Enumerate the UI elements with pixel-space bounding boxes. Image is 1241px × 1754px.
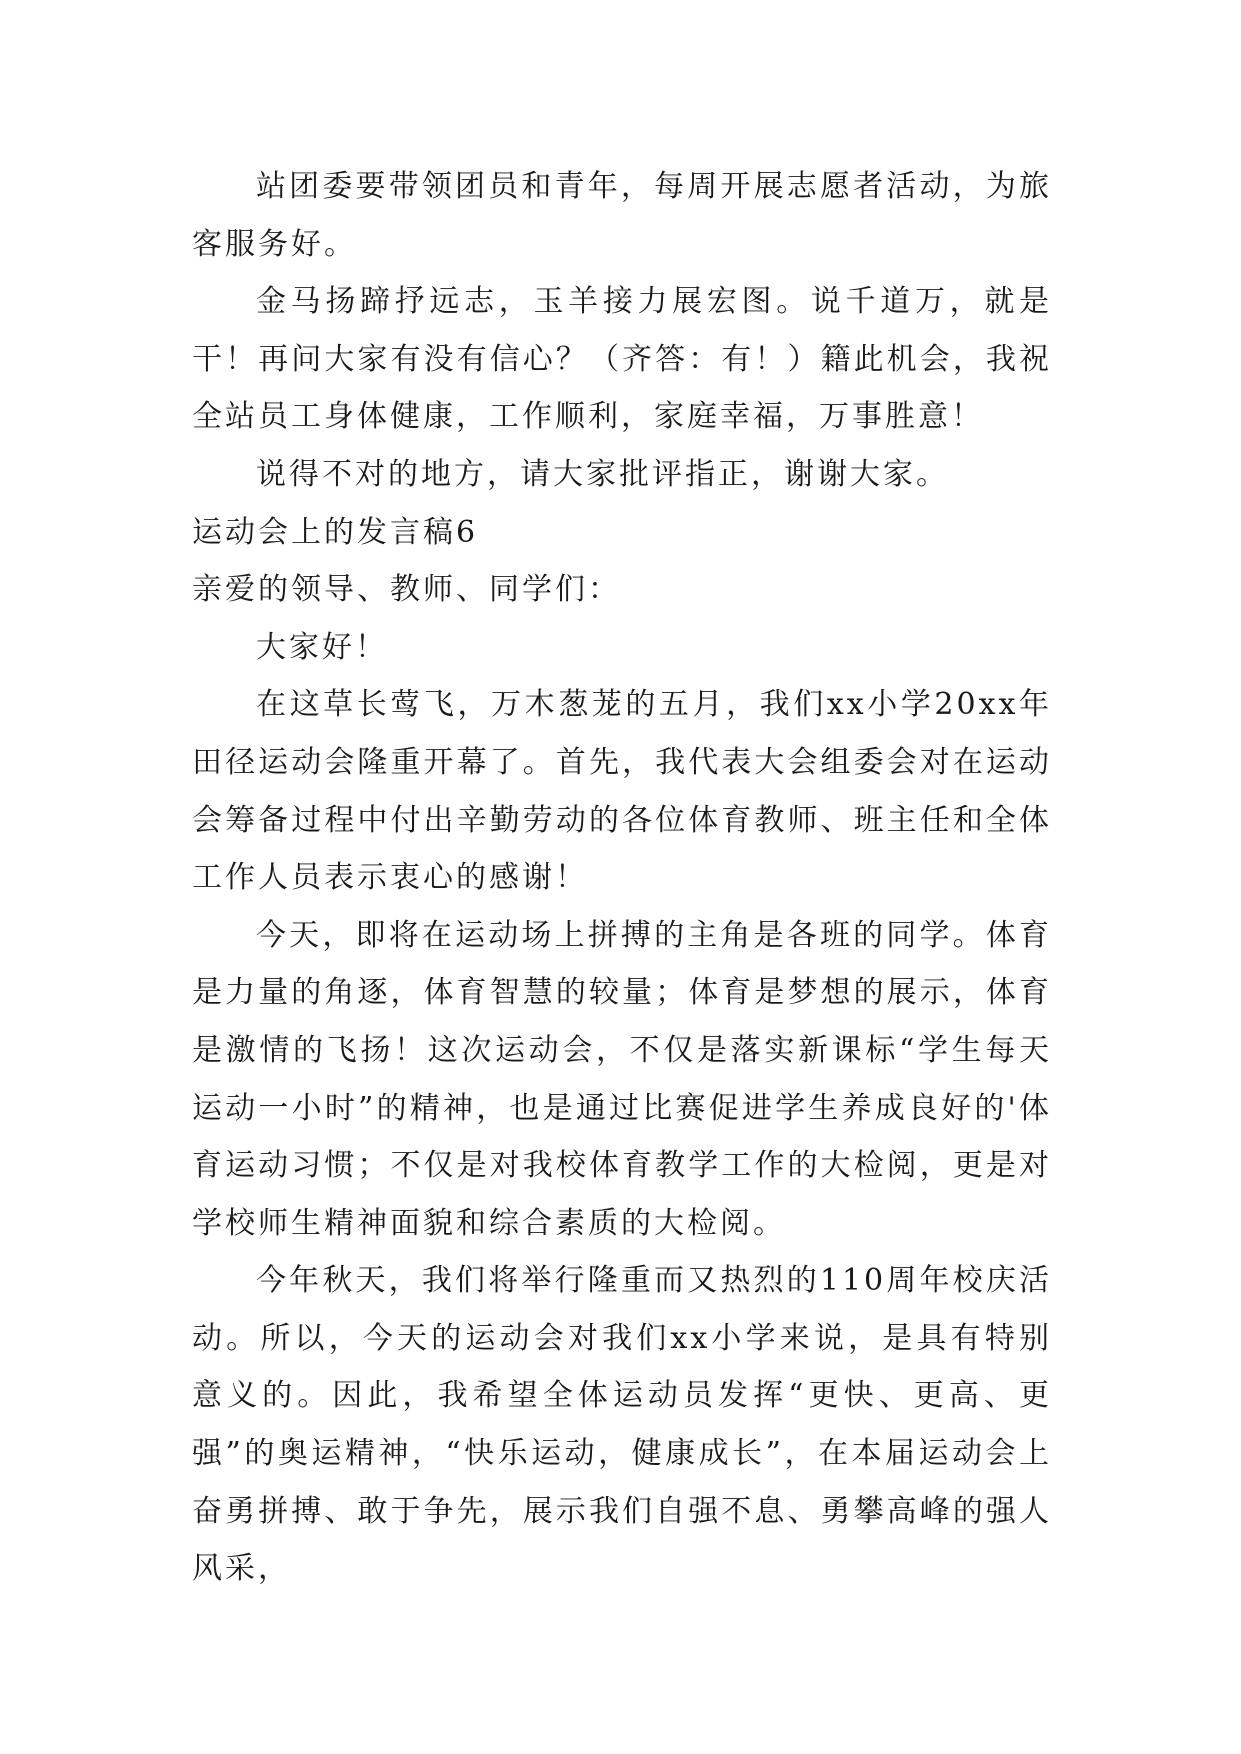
paragraph-blessing: 金马扬蹄抒远志，玉羊接力展宏图。说千道万，就是干！再问大家有没有信心？（齐答：有！）籍此机会，我祝全站员工身体健康，工作顺利，家庭幸福，万事胜意！ [192, 284, 1052, 435]
paragraph-opening: 在这草长莺飞，万木葱茏的五月，我们xx小学20xx年田径运动会隆重开幕了。首先，我代表大会组委会对在运动会筹备过程中付出辛勤劳动的各位体育教师、班主任和全体工作人员表示衷心的感谢！ [192, 687, 1052, 896]
section-title: 运动会上的发言稿6 [192, 514, 479, 550]
salutation: 亲爱的领导、教师、同学们： [192, 572, 621, 608]
greeting: 大家好！ [256, 629, 388, 665]
paragraph-volunteer: 站团委要带领团员和青年，每周开展志愿者活动，为旅客服务好。 [192, 169, 1052, 262]
paragraph-anniversary: 今年秋天，我们将举行隆重而又热烈的110周年校庆活动。所以，今天的运动会对我们xx小学来说，是具有特别意义的。因此，我希望全体运动员发挥“更快、更高、更强”的奥运精神，“快乐运动，健康成长”，在本届运动会上奋勇拼搏、敢于争先，展示我们自强不息、勇攀高峰的强人风采， [192, 1263, 1052, 1587]
paragraph-athletes: 今天，即将在运动场上拼搏的主角是各班的同学。体育是力量的角逐，体育智慧的较量；体育是梦想的展示，体育是激情的飞扬！这次运动会，不仅是落实新课标“学生每天运动一小时”的精神，也是通过比赛促进学生养成良好的'体育运动习惯；不仅是对我校体育教学工作的大检阅，更是对学校师生精神面貌和综合素质的大检阅。 [192, 917, 1052, 1241]
paragraph-closing: 说得不对的地方，请大家批评指正，谢谢大家。 [256, 456, 949, 492]
document-body [192, 158, 1052, 1598]
